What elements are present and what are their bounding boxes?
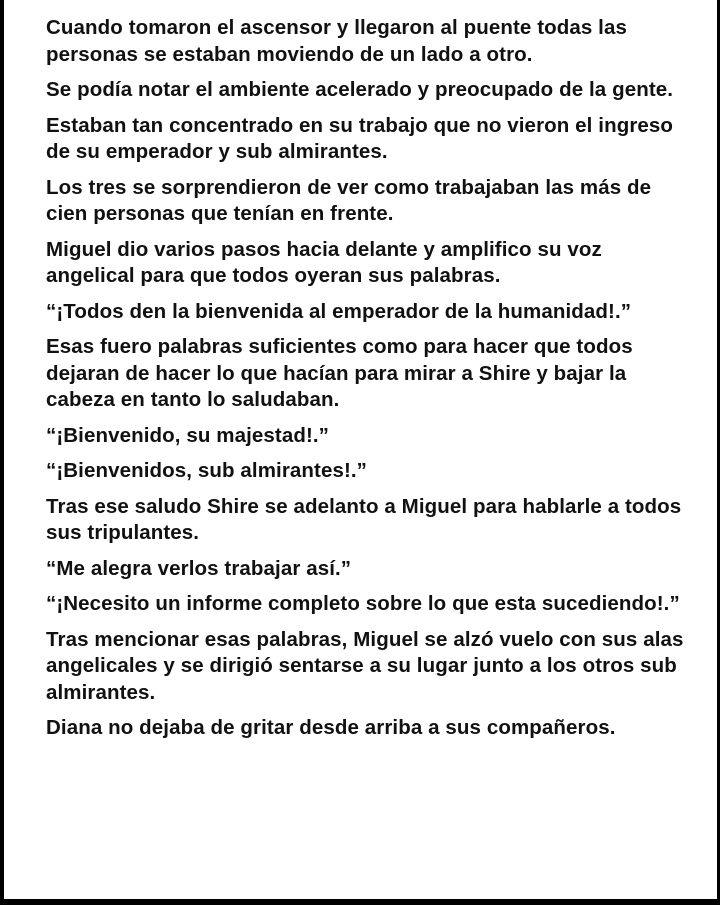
paragraph-9: “¡Bienvenidos, sub almirantes!.” (46, 459, 368, 482)
document-page (4, 0, 717, 899)
paragraph-4: Los tres se sorprendieron de ver como trabajaban las más de cien personas que tenían en frente. (46, 175, 652, 225)
paragraph-10: Tras ese saludo Shire se adelanto a Miguel para hablarle a todos sus tripulantes. (46, 494, 682, 544)
paragraph-3: Estaban tan concentrado en su trabajo que no vieron el ingreso de su emperador y sub almirantes. (46, 113, 674, 163)
paragraph-1: Cuando tomaron el ascensor y llegaron al puente todas las personas se estaban moviendo de un lado a otro. (46, 16, 627, 66)
paragraph-14: Diana no dejaba de gritar desde arriba a sus compañeros. (46, 716, 616, 739)
paragraph-2: Se podía notar el ambiente acelerado y preocupado de la gente. (46, 78, 674, 101)
paragraph-12: “¡Necesito un informe completo sobre lo que esta sucediendo!.” (46, 592, 680, 615)
paragraph-5: Miguel dio varios pasos hacia delante y amplifico su voz angelical para que todos oyeran sus palabras. (46, 237, 602, 287)
paragraph-6: “¡Todos den la bienvenida al emperador de la humanidad!.” (46, 299, 632, 323)
paragraph-13: Tras mencionar esas palabras, Miguel se alzó vuelo con sus alas angelicales y se dirigió sentarse a su lugar junto a los otros sub almirantes. (46, 627, 684, 704)
paragraph-11: “Me alegra verlos trabajar así.” (46, 556, 352, 580)
paragraph-7: Esas fuero palabras suficientes como para hacer que todos dejaran de hacer lo que hacían para mirar a Shire y bajar la cabeza en tanto lo saludaban. (46, 335, 633, 411)
paragraph-8: “¡Bienvenido, su majestad!.” (46, 423, 330, 447)
